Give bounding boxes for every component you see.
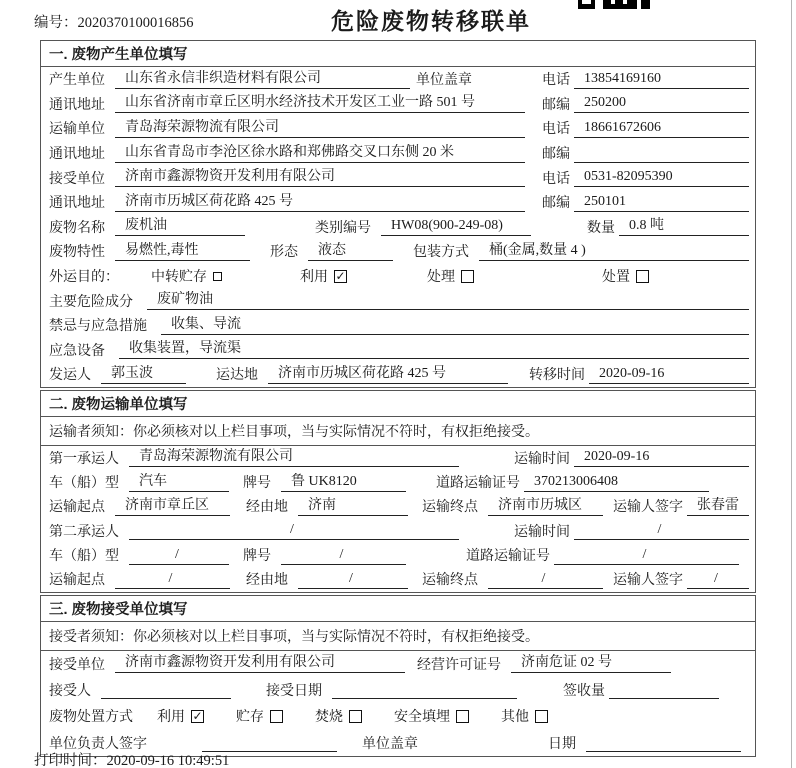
producer-address-row — [41, 92, 755, 117]
producer-zip-value: 250200 — [574, 94, 749, 113]
carrier2-plate-value: / — [281, 546, 406, 565]
dispatcher-value: 郭玉波 — [101, 365, 186, 384]
field-label: 运输起点 — [49, 573, 105, 589]
field-label: 应急设备 — [49, 343, 105, 359]
field-label: 通讯地址 — [49, 196, 105, 212]
quantity-value: 0.8 吨 — [619, 217, 749, 236]
destination-label: 运达地 — [216, 368, 258, 384]
transporter-name-value: 青岛海荣源物流有限公司 — [115, 119, 525, 138]
transport-time-label: 运输时间 — [514, 451, 570, 467]
field-label: 外运目的： — [49, 270, 119, 286]
carrier1-plate-value: 鲁 UK8120 — [281, 473, 406, 492]
field-label: 废物名称 — [49, 220, 105, 236]
end-label: 运输终点 — [422, 573, 478, 589]
option-label: 安全填埋 — [394, 710, 450, 726]
carrier1-vehicle-value: 汽车 — [129, 473, 229, 492]
phone-label: 电话 — [542, 122, 570, 138]
carrier2-name-value: / — [129, 521, 459, 540]
hazard-value: 废矿物油 — [147, 291, 749, 310]
producer-address-value: 山东省济南市章丘区明水经济技术开发区工业一路 501 号 — [115, 94, 525, 113]
checkbox-icon — [349, 710, 362, 723]
amount-value — [609, 680, 719, 699]
field-label: 废物特性 — [49, 245, 105, 261]
page-edge-line — [791, 0, 792, 768]
seal-label: 单位盖章 — [362, 736, 418, 752]
print-time-line — [34, 749, 229, 768]
transfer-time-label: 转移时间 — [529, 368, 585, 384]
field-label: 主要危险成分 — [49, 294, 133, 310]
producer-phone-value: 13854169160 — [574, 70, 749, 89]
field-label: 禁忌与应急措施 — [49, 319, 147, 335]
equipment-row — [41, 338, 755, 363]
section1-header: 一. 废物产生单位填写 — [41, 41, 755, 67]
traits-value: 易燃性,毒性 — [115, 242, 250, 261]
receiver-zip-value: 250101 — [574, 193, 749, 212]
transporter-address-value: 山东省青岛市李沧区徐水路和郑佛路交叉口东侧 20 米 — [115, 144, 525, 163]
phone-label: 电话 — [542, 73, 570, 89]
zip-label: 邮编 — [542, 196, 570, 212]
producer-row — [41, 67, 755, 92]
carrier2-vehicle-value: / — [129, 546, 229, 565]
disposal-option-store — [236, 706, 283, 726]
sign-label: 运输人签字 — [613, 573, 683, 589]
carrier2-end-value: / — [488, 570, 603, 589]
form-label: 形态 — [270, 245, 298, 261]
receiver-phone-value: 0531-82095390 — [574, 168, 749, 187]
checkbox-icon — [535, 710, 548, 723]
carrier1-sign-value: 张春雷 — [687, 497, 749, 516]
disposal-option-other — [501, 706, 548, 726]
precaution-value: 收集、导流 — [161, 316, 749, 335]
field-label: 通讯地址 — [49, 97, 105, 113]
option-label: 利用 — [157, 710, 185, 726]
accept-person-value — [101, 680, 231, 699]
section2-header: 二. 废物运输单位填写 — [41, 391, 755, 417]
option-label: 中转贮存 — [151, 270, 207, 286]
carrier1-vehicle-row — [41, 470, 755, 494]
field-label: 第二承运人 — [49, 524, 119, 540]
option-label: 利用 — [300, 270, 328, 286]
waste-name-value: 废机油 — [115, 217, 245, 236]
carrier1-time-value: 2020-09-16 — [574, 448, 749, 467]
phone-label: 电话 — [542, 171, 570, 187]
field-label: 接受人 — [49, 683, 91, 699]
disposal-option-landfill — [394, 706, 469, 726]
amount-label: 签收量 — [563, 683, 605, 699]
carrier2-sign-value: / — [687, 570, 749, 589]
form-value: 液态 — [308, 242, 393, 261]
date-value — [586, 733, 741, 752]
field-label: 运输起点 — [49, 500, 105, 516]
field-label: 运输单位 — [49, 122, 105, 138]
date-label: 日期 — [548, 736, 576, 752]
section-producer — [40, 40, 756, 388]
option-label: 焚烧 — [315, 710, 343, 726]
section3-header: 三. 废物接受单位填写 — [41, 596, 755, 622]
field-label: 通讯地址 — [49, 147, 105, 163]
checkbox-icon — [270, 710, 283, 723]
carrier1-route-row — [41, 494, 755, 518]
purpose-option-use — [300, 266, 347, 286]
page-title: 危险废物转移联单 — [331, 8, 531, 34]
transporter-row — [41, 116, 755, 141]
category-value: HW08(900-249-08) — [381, 217, 531, 236]
permit-label: 道路运输证号 — [466, 549, 550, 565]
carrier2-via-value: / — [298, 570, 408, 589]
field-label: 车（船）型 — [49, 476, 119, 492]
via-label: 经由地 — [246, 500, 288, 516]
option-label: 贮存 — [236, 710, 264, 726]
print-time-value: 2020-09-16 10:49:51 — [106, 753, 230, 768]
carrier1-name-value: 青岛海荣源物流有限公司 — [129, 448, 459, 467]
receiver-name-value: 济南市鑫源物资开发利用有限公司 — [115, 168, 525, 187]
dispatch-row — [41, 362, 755, 387]
waste-traits-row — [41, 239, 755, 264]
carrier1-row — [41, 446, 755, 470]
producer-name-value: 山东省永信非织造材料有限公司 — [115, 70, 410, 89]
carrier2-row — [41, 519, 755, 543]
carrier2-permit-value: / — [554, 546, 739, 565]
field-label: 单位负责人签字 — [49, 736, 147, 752]
print-time-label: 打印时间： — [34, 753, 107, 768]
receiver-address-row — [41, 190, 755, 215]
purpose-option-treat — [427, 266, 474, 286]
hazard-row — [41, 288, 755, 313]
quantity-label: 数量 — [587, 220, 615, 236]
waste-name-row — [41, 215, 755, 240]
disposal-row — [41, 703, 755, 729]
checkbox-icon — [461, 270, 474, 283]
accept-date-value — [332, 680, 517, 699]
serial-label: 编号： — [34, 15, 78, 31]
field-label: 第一承运人 — [49, 451, 119, 467]
checkbox-icon — [213, 272, 222, 281]
end-label: 运输终点 — [422, 500, 478, 516]
plate-label: 牌号 — [243, 549, 271, 565]
section-transport — [40, 390, 756, 593]
purpose-row — [41, 264, 755, 289]
carrier1-origin-value: 济南市章丘区 — [115, 497, 230, 516]
checkbox-checked-icon: ✓ — [192, 708, 203, 723]
option-label: 其他 — [501, 710, 529, 726]
carrier1-end-value: 济南市历城区 — [488, 497, 603, 516]
receiver-row — [41, 165, 755, 190]
permit-label: 道路运输证号 — [436, 476, 520, 492]
transport-time-label: 运输时间 — [514, 524, 570, 540]
sign-label: 运输人签字 — [613, 500, 683, 516]
purpose-option-dispose — [602, 266, 649, 286]
section-receive — [40, 595, 756, 757]
via-label: 经由地 — [246, 573, 288, 589]
carrier2-time-value: / — [574, 521, 749, 540]
field-label: 产生单位 — [49, 73, 105, 89]
license-label: 经营许可证号 — [417, 657, 501, 673]
accept-date-label: 接受日期 — [266, 683, 322, 699]
checkbox-checked-icon: ✓ — [335, 268, 346, 283]
carrier1-permit-value: 370213006408 — [524, 473, 709, 492]
license-value: 济南危证 02 号 — [511, 654, 671, 673]
receive-unit-row — [41, 651, 755, 677]
receiver-address-value: 济南市历城区荷花路 425 号 — [115, 193, 525, 212]
field-label: 车（船）型 — [49, 549, 119, 565]
zip-label: 邮编 — [542, 147, 570, 163]
serial-number: 2020370100016856 — [77, 15, 194, 31]
option-label: 处理 — [427, 270, 455, 286]
field-label: 废物处置方式 — [49, 710, 133, 726]
transporter-zip-value — [574, 144, 749, 163]
transfer-time-value: 2020-09-16 — [589, 365, 749, 384]
carrier2-vehicle-row — [41, 543, 755, 567]
destination-value: 济南市历城区荷花路 425 号 — [268, 365, 508, 384]
accept-row — [41, 677, 755, 703]
precaution-row — [41, 313, 755, 338]
category-label: 类别编号 — [315, 220, 371, 236]
disposal-option-burn — [315, 706, 362, 726]
carrier2-route-row — [41, 567, 755, 591]
transporter-phone-value: 18661672606 — [574, 119, 749, 138]
field-label: 发运人 — [49, 368, 91, 384]
disposal-option-use — [157, 706, 204, 726]
checkbox-icon — [636, 270, 649, 283]
receiver-notice: 接受者须知：你必须核对以上栏目事项，当与实际情况不符时，有权拒绝接受。 — [41, 622, 755, 651]
transporter-address-row — [41, 141, 755, 166]
packing-value: 桶(金属,数量 4 ) — [479, 242, 749, 261]
zip-label: 邮编 — [542, 97, 570, 113]
field-label: 接受单位 — [49, 171, 105, 187]
packing-label: 包装方式 — [413, 245, 469, 261]
field-label: 接受单位 — [49, 657, 105, 673]
purpose-option-transfer — [151, 266, 222, 286]
checkbox-icon — [456, 710, 469, 723]
equipment-value: 收集装置，导流渠 — [119, 340, 749, 359]
plate-label: 牌号 — [243, 476, 271, 492]
option-label: 处置 — [602, 270, 630, 286]
carrier1-via-value: 济南 — [298, 497, 408, 516]
transporter-notice: 运输者须知：你必须核对以上栏目事项，当与实际情况不符时，有权拒绝接受。 — [41, 417, 755, 446]
carrier2-origin-value: / — [115, 570, 230, 589]
receive-unit-value: 济南市鑫源物资开发利用有限公司 — [115, 654, 405, 673]
seal-label: 单位盖章 — [416, 73, 472, 89]
form-table — [40, 40, 756, 759]
